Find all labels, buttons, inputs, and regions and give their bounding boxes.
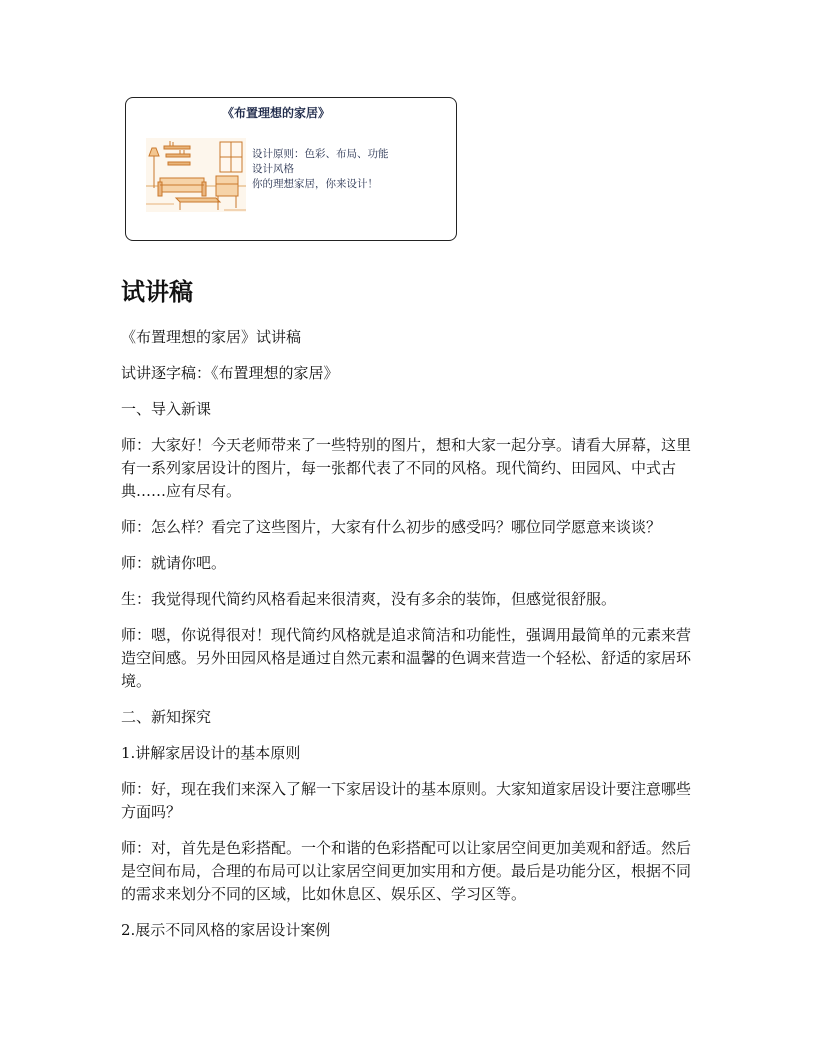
section-heading: 一、导入新课	[121, 400, 212, 418]
page-heading: 试讲稿	[121, 278, 193, 306]
section-heading: 二、新知探究	[121, 708, 212, 726]
card-line-invite: 你的理想家居，你来设计！	[252, 178, 378, 190]
paragraph: 生：我觉得现代简约风格看起来很清爽，没有多余的装饰，但感觉很舒服。	[121, 590, 617, 608]
paragraph: 师：对，首先是色彩搭配。一个和谐的色彩搭配可以让家居空间更加美观和舒适。然后是空间布局，合理的布局可以让家居空间更加实用和方便。最后是功能分区，根据不同的需求来划分不同的区域，比如休息区、娱乐区、学习区等。	[121, 839, 692, 903]
paragraph: 师：好，现在我们来深入了解一下家居设计的基本原则。大家知道家居设计要注意哪些方面吗？	[121, 780, 692, 821]
card-text-lines	[252, 147, 389, 192]
paragraph: 师：大家好！今天老师带来了一些特别的图片，想和大家一起分享。请看大屏幕，这里有一系列家居设计的图片，每一张都代表了不同的风格。现代简约、田园风、中式古典……应有尽有。	[121, 436, 692, 500]
paragraph: 师：就请你吧。	[121, 554, 227, 572]
subsection-heading: 2.展示不同风格的家居设计案例	[121, 921, 331, 939]
subsection-heading: 1.讲解家居设计的基本原则	[121, 744, 301, 762]
living-room-illustration	[146, 138, 246, 212]
document-body	[121, 326, 697, 955]
paragraph: 《布置理想的家居》试讲稿	[121, 328, 302, 346]
card-line-principles: 设计原则：色彩、布局、功能	[252, 148, 389, 160]
paragraph: 试讲逐字稿：《布置理想的家居》	[121, 364, 339, 382]
lesson-card	[125, 97, 457, 241]
paragraph: 师：怎么样？看完了这些图片，大家有什么初步的感受吗？哪位同学愿意来谈谈？	[121, 518, 662, 536]
card-line-style: 设计风格	[252, 163, 294, 175]
card-title: 《布置理想的家居》	[221, 106, 330, 120]
paragraph: 师：嗯，你说得很对！现代简约风格就是追求简洁和功能性，强调用最简单的元素来营造空间感。另外田园风格是通过自然元素和温馨的色调来营造一个轻松、舒适的家居环境。	[121, 626, 692, 690]
